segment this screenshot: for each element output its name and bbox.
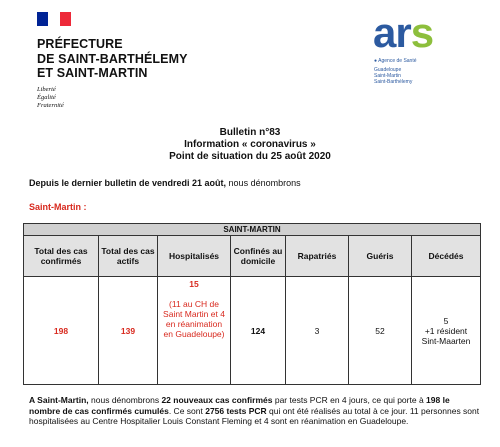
- cell-total-confirmes: 198: [24, 277, 99, 385]
- table-header-row: [24, 236, 481, 277]
- col-header-gueris: Guéris: [349, 236, 412, 277]
- ars-region: Saint-Martin: [374, 73, 401, 79]
- motto-line: Fraternité: [37, 102, 64, 109]
- hospitalises-detail: (11 au CH de Saint Martin et 4 en réanimation en Guadeloupe): [163, 299, 225, 339]
- ars-region: Guadeloupe: [374, 67, 402, 73]
- para-bold: 198 le nombre de cas confirmés cumulés: [29, 395, 450, 416]
- col-header-total-confirmes: Total des cas confirmés: [24, 236, 99, 277]
- table-row: [24, 277, 481, 385]
- bulletin-date: Point de situation du 25 août 2020: [169, 151, 331, 162]
- deces-count: 5: [443, 315, 449, 326]
- col-header-deces: Décédés: [412, 236, 481, 277]
- cell-deces: [412, 277, 481, 385]
- intro-bold: Depuis le dernier bulletin de vendredi 21 août,: [29, 178, 227, 188]
- prefecture-line: ET SAINT-MARTIN: [37, 66, 148, 80]
- ars-region: Saint-Barthélemy: [374, 79, 413, 85]
- col-header-hospitalises: Hospitalisés: [158, 236, 231, 277]
- bulletin-header: [0, 127, 500, 163]
- cell-confines: 124: [231, 277, 286, 385]
- flag-blue-band: [37, 12, 48, 26]
- ars-logo-wordmark: [373, 8, 433, 58]
- ars-agency-text: Agence de Santé: [378, 58, 417, 64]
- para-text: . Ce sont: [168, 405, 206, 416]
- para-bold: A Saint-Martin,: [29, 395, 89, 405]
- flag-white-band: [48, 12, 59, 26]
- intro-line: [29, 178, 301, 188]
- ars-logo-s: s: [410, 9, 434, 56]
- ars-agency-label: ● Agence de Santé: [374, 58, 417, 64]
- bulletin-subject: Information « coronavirus »: [184, 139, 316, 150]
- intro-rest: nous dénombrons: [226, 178, 301, 188]
- col-header-total-actifs: Total des cas actifs: [99, 236, 158, 277]
- cell-total-actifs: 139: [99, 277, 158, 385]
- prefecture-line: PRÉFECTURE: [37, 37, 123, 51]
- para-bold: 2756 tests PCR: [205, 405, 267, 416]
- para-text: nous dénombrons: [88, 395, 162, 405]
- motto-line: Égalité: [37, 94, 56, 101]
- french-flag: [37, 12, 71, 26]
- bulletin-number: Bulletin n°83: [219, 127, 281, 138]
- ars-logo: [373, 9, 473, 107]
- flag-red-band: [60, 12, 71, 26]
- col-header-rapatries: Rapatriés: [286, 236, 349, 277]
- prefecture-line: DE SAINT-BARTHÉLEMY: [37, 51, 188, 66]
- cell-rapatries: 3: [286, 277, 349, 385]
- motto-line: Liberté: [37, 86, 56, 93]
- deces-extra: +1 résident: [424, 325, 468, 336]
- section-title: Saint-Martin :: [29, 202, 87, 212]
- cell-gueris: 52: [349, 277, 412, 385]
- para-bold: 22 nouveaux cas confirmés: [161, 395, 273, 405]
- republic-motto: [37, 86, 64, 110]
- table-caption: SAINT-MARTIN: [24, 224, 481, 236]
- deces-extra-location: Sint-Maarten: [421, 335, 471, 346]
- ars-logo-ar: ar: [373, 9, 411, 56]
- para-text: qui ont été réalisés au total à ce jour. 11 personnes sont hospitalisées au Centre Hospitalier Louis Constant Fleming et 4 sont en réanimation en Guadeloupe.: [29, 405, 480, 426]
- stats-table: [23, 223, 481, 385]
- prefecture-title: [37, 37, 188, 81]
- hospitalises-count: 15: [189, 279, 199, 289]
- summary-paragraph: [29, 395, 483, 427]
- ars-regions: [374, 67, 412, 85]
- col-header-confines: Confinés au domicile: [231, 236, 286, 277]
- para-text: par tests PCR en 4 jours, ce qui porte à: [272, 395, 427, 405]
- cell-hospitalises: [158, 277, 231, 385]
